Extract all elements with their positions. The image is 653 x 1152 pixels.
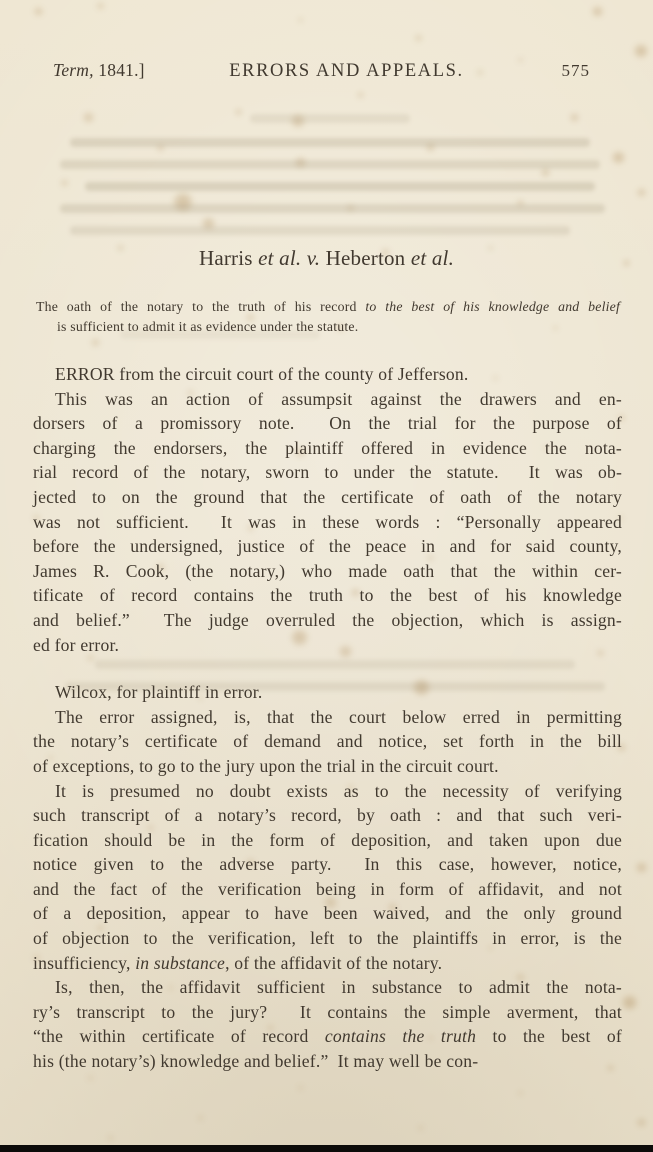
foxing-stain bbox=[425, 143, 436, 153]
foxing-stain bbox=[636, 188, 647, 198]
text-run: Is, then, the affidavit sufficient in substance to admit the nota- bbox=[55, 977, 622, 998]
text-run: his (the notary’s) knowledge and belief.” It may well be con- bbox=[33, 1051, 479, 1072]
foxing-stain bbox=[611, 151, 626, 165]
text-run: of exceptions, to go to the jury upon the trial in the circuit court. bbox=[33, 755, 499, 776]
case-title bbox=[0, 246, 653, 271]
foxing-stain bbox=[569, 113, 580, 123]
text-line bbox=[33, 754, 622, 779]
text-run: dorsers of a promissory note. On the trial for the purpose of bbox=[33, 413, 622, 434]
text-run: The oath of the notary to the truth of his record bbox=[36, 299, 366, 314]
foxing-stain bbox=[540, 168, 551, 178]
foxing-stain bbox=[156, 144, 165, 152]
text-line bbox=[33, 559, 622, 584]
paragraph bbox=[33, 975, 622, 1073]
bleed-through-text-band bbox=[60, 204, 605, 213]
text-line bbox=[33, 729, 622, 754]
italic-text-run: in substance bbox=[135, 952, 226, 973]
text-line bbox=[33, 387, 622, 412]
text-line bbox=[33, 362, 622, 387]
text-run: insufficiency, bbox=[33, 952, 136, 973]
text-run: James R. Cook, (the notary,) who made oath that the within cer- bbox=[33, 560, 622, 581]
italic-text-run: contains the truth bbox=[324, 1026, 477, 1047]
paragraph bbox=[33, 680, 622, 705]
text-run: the notary’s certificate of demand and notice, set forth in the bill bbox=[33, 731, 622, 752]
text-line bbox=[33, 803, 622, 828]
foxing-stain bbox=[107, 1135, 114, 1141]
text-run: ed for error. bbox=[33, 634, 120, 655]
text-run: and belief.” The judge overruled the objection, which is assign- bbox=[33, 609, 622, 630]
text-run: such transcript of a notary’s record, by oath : and that such veri- bbox=[33, 805, 622, 826]
text-run: notice given to the adverse party. In this case, however, notice, bbox=[33, 854, 622, 875]
foxing-stain bbox=[356, 91, 365, 99]
text-line bbox=[33, 510, 622, 535]
foxing-stain bbox=[197, 1115, 204, 1121]
text-line bbox=[33, 852, 622, 877]
foxing-stain bbox=[294, 157, 307, 169]
text-line bbox=[33, 828, 622, 853]
text-line bbox=[33, 975, 622, 1000]
headnote-line bbox=[36, 317, 620, 337]
running-head-title: ERRORS AND APPEALS. bbox=[229, 61, 464, 81]
italic-text-run: et al. bbox=[258, 246, 302, 270]
text-run: The error assigned, is, that the court below erred in permitting bbox=[55, 706, 622, 727]
bleed-through-text-band bbox=[70, 138, 590, 147]
italic-text-run: et al. bbox=[410, 246, 455, 270]
text-run: was not sufficient. It was in these words : “Personally appeared bbox=[33, 511, 622, 532]
text-run: It is presumed no doubt exists as to the necessity of verifying bbox=[55, 780, 622, 801]
text-run: “the within certificate of record bbox=[33, 1026, 325, 1047]
text-run: fication should be in the form of deposition, and taken upon due bbox=[33, 829, 622, 850]
running-head bbox=[33, 60, 622, 86]
text-line bbox=[33, 779, 622, 804]
text-run: charging the endorsers, the plaintiff offered in evidence the nota- bbox=[33, 437, 622, 458]
text-line bbox=[33, 680, 622, 705]
paragraph bbox=[33, 705, 622, 779]
text-line bbox=[33, 608, 622, 633]
foxing-stain bbox=[234, 108, 243, 116]
text-line bbox=[33, 411, 622, 436]
foxing-stain bbox=[633, 44, 649, 58]
scan-edge-bar bbox=[0, 1145, 653, 1152]
foxing-stain bbox=[297, 17, 304, 23]
text-run: is sufficient to admit it as evidence under the statute. bbox=[57, 319, 359, 334]
text-run: Wilcox, for plaintiff in error. bbox=[55, 682, 263, 703]
foxing-stain bbox=[591, 6, 604, 18]
foxing-stain bbox=[60, 179, 69, 187]
text-line bbox=[33, 1049, 622, 1074]
text-line bbox=[33, 436, 622, 461]
text-run: Harris bbox=[198, 246, 259, 270]
text-run: of a deposition, appear to have been waived, and the only ground bbox=[33, 903, 622, 924]
foxing-stain bbox=[33, 7, 44, 17]
foxing-stain bbox=[414, 34, 423, 42]
italic-text-run: v. bbox=[306, 246, 321, 270]
text-run: and the fact of the verification being in form of affidavit, and not bbox=[33, 878, 622, 899]
foxing-stain bbox=[635, 862, 648, 874]
foxing-stain bbox=[417, 1125, 424, 1131]
text-line bbox=[33, 926, 622, 951]
text-line bbox=[33, 1024, 622, 1049]
text-line bbox=[33, 583, 622, 608]
foxing-stain bbox=[172, 192, 194, 212]
foxing-stain bbox=[82, 112, 95, 124]
foxing-stain bbox=[636, 1118, 647, 1128]
text-run: Heberton bbox=[320, 246, 411, 270]
bleed-through-text-band bbox=[70, 226, 570, 235]
text-line bbox=[33, 633, 622, 658]
foxing-stain bbox=[87, 1075, 94, 1081]
foxing-stain bbox=[290, 114, 306, 128]
foxing-stain bbox=[517, 1090, 524, 1096]
bleed-through-text-band bbox=[85, 182, 595, 191]
headnote bbox=[36, 297, 620, 337]
bleed-through-text-band bbox=[60, 160, 600, 169]
italic-text-run: Term, bbox=[53, 60, 94, 80]
foxing-stain bbox=[346, 204, 355, 212]
text-line bbox=[33, 1000, 622, 1025]
running-head-term bbox=[33, 60, 213, 81]
foxing-stain bbox=[90, 338, 101, 348]
text-run: to the best of bbox=[476, 1026, 622, 1047]
text-line bbox=[33, 951, 622, 976]
foxing-stain bbox=[201, 217, 216, 231]
bleed-through-text-band bbox=[250, 114, 410, 123]
text-run: 1841.] bbox=[93, 60, 145, 80]
text-run: rial record of the notary, sworn to under the statute. It was ob- bbox=[33, 462, 622, 483]
paragraph bbox=[33, 387, 622, 658]
text-run: tificate of record contains the truth to the best of his knowledge bbox=[33, 585, 622, 606]
text-run: jected to on the ground that the certificate of oath of the notary bbox=[33, 486, 622, 507]
text-run: This was an action of assumpsit against the drawers and en- bbox=[55, 388, 622, 409]
foxing-stain bbox=[621, 995, 638, 1010]
text-line bbox=[33, 877, 622, 902]
foxing-stain bbox=[297, 1085, 304, 1091]
paragraph bbox=[33, 362, 622, 387]
text-run: of objection to the verification, left to the plaintiffs in error, is the bbox=[33, 928, 622, 949]
text-line bbox=[33, 705, 622, 730]
paragraph bbox=[33, 779, 622, 976]
foxing-stain bbox=[96, 2, 105, 10]
text-line bbox=[33, 485, 622, 510]
page-number: 575 bbox=[561, 61, 590, 80]
text-line bbox=[33, 460, 622, 485]
text-run: ry’s transcript to the jury? It contains the simple averment, that bbox=[33, 1001, 622, 1022]
text-run: ERROR from the circuit court of the county of Jefferson. bbox=[55, 364, 469, 384]
italic-text-run: to the best of his knowledge and belief bbox=[365, 299, 620, 314]
opinion-body-text bbox=[33, 362, 622, 1074]
text-run: before the undersigned, justice of the peace in and for said county, bbox=[33, 536, 622, 557]
text-line bbox=[33, 901, 622, 926]
headnote-line bbox=[36, 297, 620, 317]
foxing-stain bbox=[516, 199, 525, 207]
text-run: , of the affidavit of the notary. bbox=[225, 952, 443, 973]
text-line bbox=[33, 534, 622, 559]
